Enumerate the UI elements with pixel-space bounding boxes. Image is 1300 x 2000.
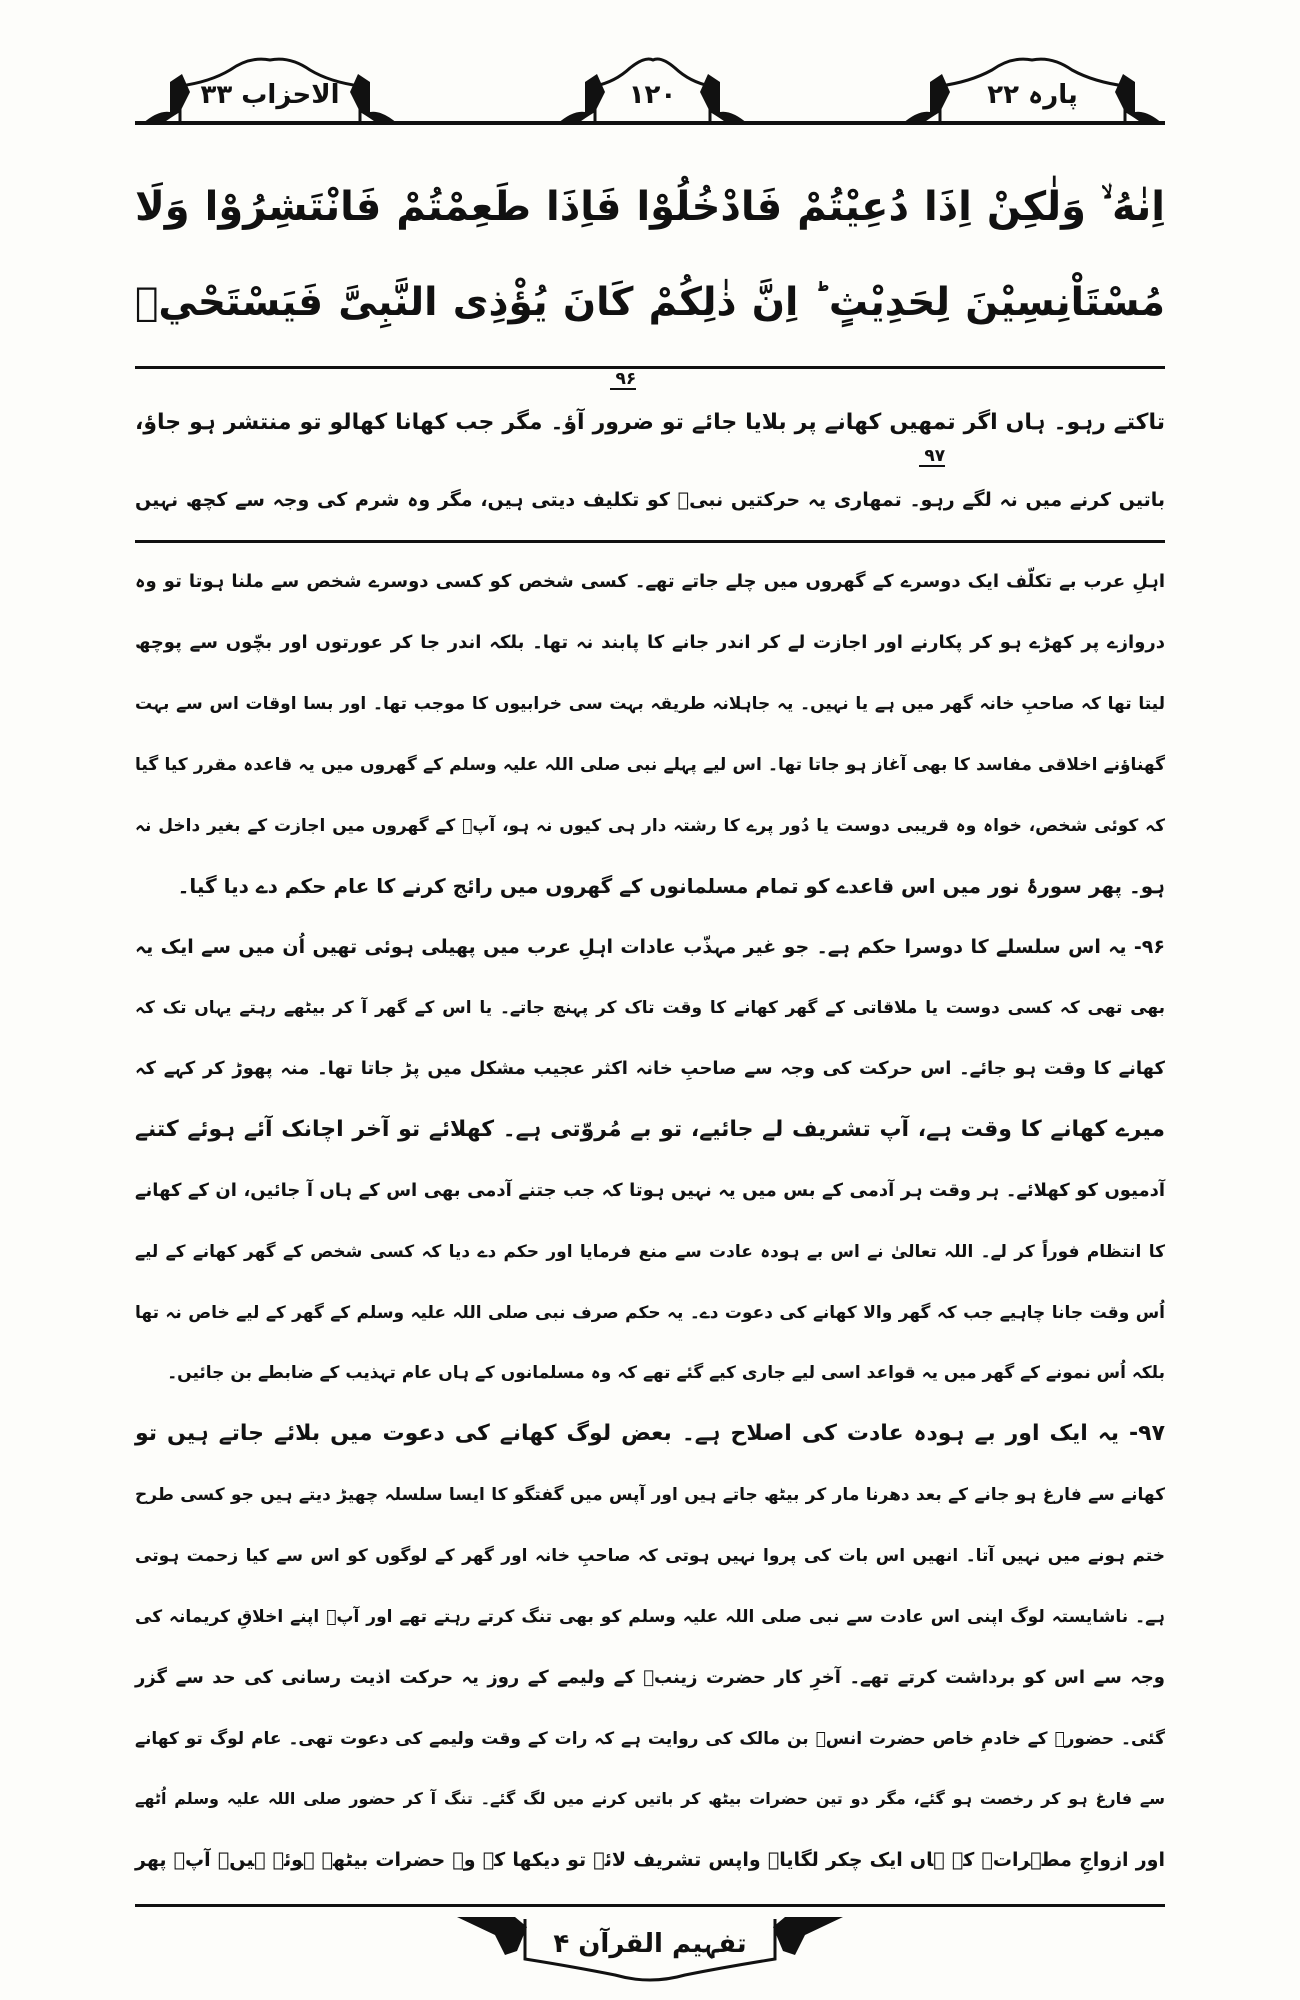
book-title-cartouche: [455, 1915, 845, 1985]
commentary-line: لیتا تھا کہ صاحبِ خانہ گھر میں ہے یا نہیں۔ یہ جاہلانہ طریقہ بہت سی خرابیوں کا موجب تھا۔ اور بسا اوقات اس سے بہت: [135, 694, 1165, 714]
commentary-line: کا انتظام فوراً کر لے۔ اللہ تعالیٰ نے اس بے ہودہ عادت سے منع فرمایا اور حکم دے دیا کہ کسی شخص کے گھر کھانے کے لیے: [135, 1242, 1165, 1262]
commentary-line: ہو۔ پھر سورۂ نور میں اس قاعدے کو تمام مسلمانوں کے گھروں میں رائج کرنے کا عام حکم دے دیا گیا۔: [177, 874, 1165, 898]
commentary-line: کھانے سے فارغ ہو جانے کے بعد دھرنا مار کر بیٹھ جاتے ہیں اور آپس میں گفتگو کا ایسا سلسلہ چھیڑ دیتے ہیں جو کسی طرح: [135, 1485, 1165, 1505]
para-cartouche: [900, 52, 1165, 128]
translation-text: رہو۔: [909, 489, 955, 511]
verse-divider: [135, 366, 1165, 369]
commentary-line: گھناؤنے اخلاقی مفاسد کا بھی آغاز ہو جاتا تھا۔ اس لیے پہلے نبی صلی اللہ علیہ وسلم کے گھروں میں یہ قاعدہ مقرر کیا گیا: [135, 755, 1165, 775]
page-number: ۱۲۰: [628, 80, 677, 110]
surah-label: الاحزاب ۳۳: [200, 80, 340, 110]
arabic-verse-line: اِنٰهُ ۙ وَلٰكِنْ اِذَا دُعِيْتُمْ فَادْخُلُوْا فَاِذَا طَعِمْتُمْ فَانْتَشِرُوْا وَلَا: [135, 184, 1165, 230]
book-title: تفہیم القرآن ۴: [553, 1929, 747, 1959]
commentary-line: آدمیوں کو کھلائے۔ ہر وقت ہر آدمی کے بس میں یہ نہیں ہوتا کہ جب جتنے آدمی بھی اس کے ہاں آ جائیں، ان کے کھانے: [135, 1180, 1165, 1201]
commentary-line: گئی۔ حضورؐ کے خادمِ خاص حضرت انسؓ بن مالک کی روایت ہے کہ رات کے وقت ولیمے کی دعوت تھی۔ عام لوگ تو کھانے: [135, 1729, 1165, 1749]
arabic-verse-line: مُسْتَاْنِسِيْنَ لِحَدِيْثٍ ؕ اِنَّ ذٰلِكُمْ كَانَ يُؤْذِى النَّبِىَّ فَيَسْتَحْيٖ: [135, 280, 1165, 325]
commentary-line: کہ کوئی شخص، خواہ وہ قریبی دوست یا دُور پرے کا رشتہ دار ہی کیوں نہ ہو، آپؐ کے گھروں میں اجازت کے بغیر داخل نہ: [135, 816, 1165, 836]
footnote-96-start: ۹۶- یہ اس سلسلے کا دوسرا حکم ہے۔ جو غیر مہذّب عادات اہلِ عرب میں پھیلی ہوئی تھیں اُن میں سے ایک یہ: [135, 936, 1165, 958]
commentary-line: دروازے پر کھڑے ہو کر پکارنے اور اجازت لے کر اندر جانے کا پابند نہ تھا۔ بلکہ اندر جا کر عورتوں اور بچّوں سے پوچھ: [135, 632, 1165, 653]
commentary-line: ہے۔ ناشایستہ لوگ اپنی اس عادت سے نبی صلی اللہ علیہ وسلم کو بھی تنگ کرتے رہتے تھے اور آپؐ اپنے اخلاقِ کریمانہ کی: [135, 1607, 1165, 1627]
footnote-97-start: ۹۷- یہ ایک اور بے ہودہ عادت کی اصلاح ہے۔ بعض لوگ کھانے کی دعوت میں بلائے جاتے ہیں تو: [135, 1421, 1165, 1446]
footnote-marked-word: [909, 446, 955, 522]
translation-line: [135, 369, 1165, 445]
translation-text: باتیں کرنے میں نہ لگے: [954, 489, 1166, 511]
translation-text: تاکتے رہو۔ ہاں اگر تمھیں کھانے پر بلایا جائے تو: [653, 410, 1165, 435]
surah-cartouche: [140, 52, 400, 128]
footer-divider: [135, 1904, 1165, 1907]
commentary-line: سے فارغ ہو کر رخصت ہو گئے، مگر دو تین حضرات بیٹھ کر باتیں کرنے میں لگ گئے۔ تنگ آ کر حضور صلی اللہ علیہ وسلم اُٹھے: [135, 1789, 1165, 1808]
page-number-cartouche: [555, 52, 750, 128]
commentary-line: میرے کھانے کا وقت ہے، آپ تشریف لے جائیے، تو بے مُروّتی ہے۔ کھلائے تو آخر اچانک آئے ہوئے کتنے: [135, 1117, 1165, 1142]
footnote-marker-96[interactable]: ۹۶: [610, 371, 636, 390]
footnote-marked-word: [592, 369, 654, 445]
translation-text: تمھاری یہ حرکتیں نبیؐ کو تکلیف دیتی ہیں، مگر وہ شرم کی وجہ سے کچھ نہیں: [135, 489, 910, 511]
para-label: پارہ ۲۲: [987, 80, 1078, 110]
commentary-line: بلکہ اُس نمونے کے گھر میں یہ قواعد اسی لیے جاری کیے گئے تھے کہ وہ مسلمانوں کے ہاں عام تہذیب کے ضابطے بن جائیں۔: [167, 1363, 1165, 1383]
translation-line: [135, 446, 1166, 522]
translation-text: ضرور: [592, 410, 654, 435]
commentary-line: اور ازواجِ مطہراتؓ کے ہاں ایک چکر لگایا۔ واپس تشریف لائے تو دیکھا کہ وہ حضرات بیٹھے ہوئے ہیں۔ آپؐ پھر: [135, 1849, 1165, 1871]
translation-text: آؤ۔ مگر جب کھانا کھالو تو منتشر ہو جاؤ،: [135, 410, 593, 435]
commentary-line: بھی تھی کہ کسی دوست یا ملاقاتی کے گھر کھانے کا وقت تاک کر پہنچ جاتے۔ یا اس کے گھر آ کر بیٹھے رہتے یہاں تک کہ: [135, 998, 1165, 1018]
commentary-line: ختم ہونے میں نہیں آتا۔ انھیں اس بات کی پروا نہیں ہوتی کہ صاحبِ خانہ اور گھر کے لوگوں کو اس سے کیا زحمت ہوتی: [135, 1546, 1165, 1566]
header-divider: [135, 121, 1165, 125]
commentary-line: اہلِ عرب بے تکلّف ایک دوسرے کے گھروں میں چلے جاتے تھے۔ کسی شخص کو کسی دوسرے شخص سے ملنا ہوتا تو وہ: [135, 571, 1165, 592]
commentary-line: اُس وقت جانا چاہیے جب کہ گھر والا کھانے کی دعوت دے۔ یہ حکم صرف نبی صلی اللہ علیہ وسلم کے گھر کے لیے خاص نہ تھا: [135, 1303, 1165, 1323]
commentary-line: کھانے کا وقت ہو جائے۔ اس حرکت کی وجہ سے صاحبِ خانہ اکثر عجیب مشکل میں پڑ جاتا تھا۔ منہ پھوڑ کر کہے کہ: [135, 1058, 1165, 1079]
footnote-marker-97[interactable]: ۹۷: [919, 448, 945, 467]
commentary-line: وجہ سے اس کو برداشت کرتے تھے۔ آخرِ کار حضرت زینبؓ کے ولیمے کے روز یہ حرکت اذیت رسانی کی حد سے گزر: [135, 1667, 1165, 1688]
translation-divider: [135, 540, 1165, 543]
